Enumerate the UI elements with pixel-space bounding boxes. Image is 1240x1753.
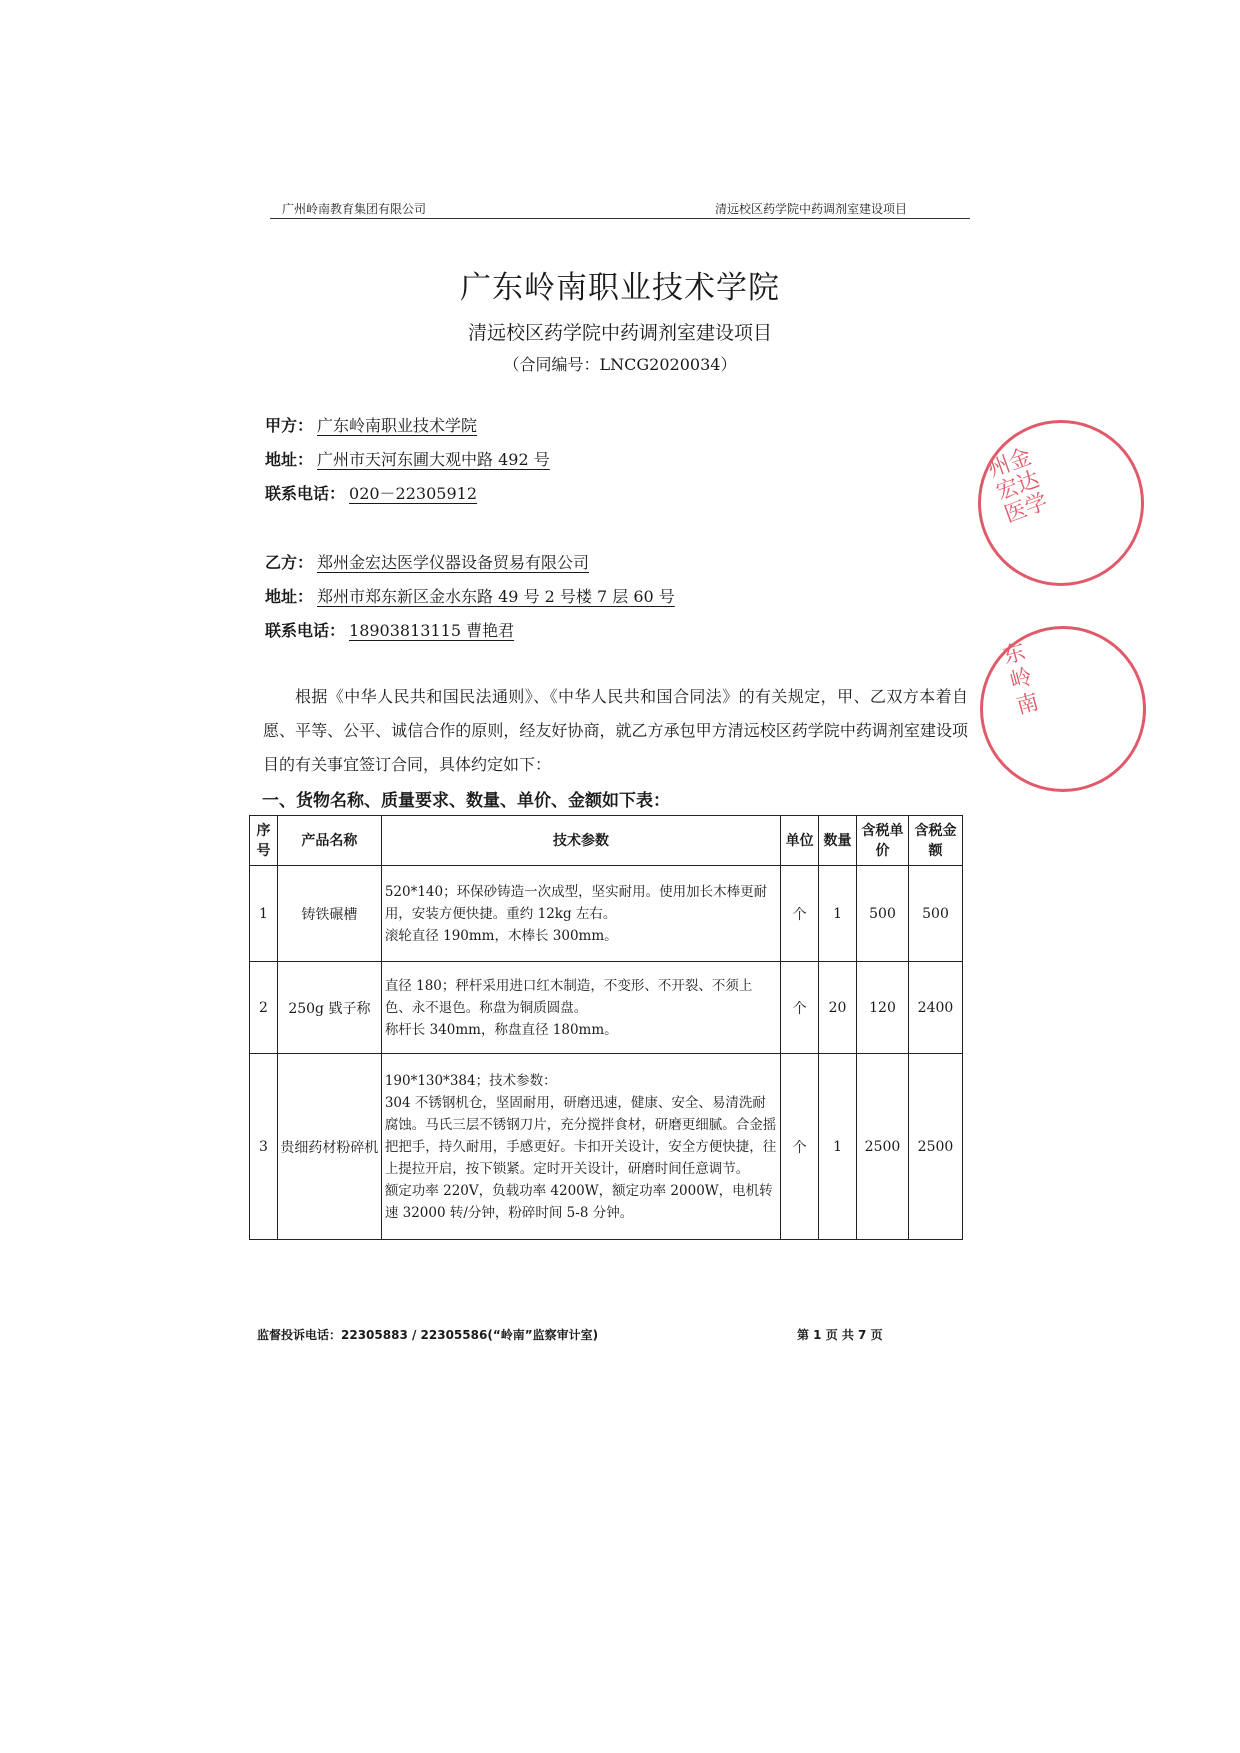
party-a-address: 广州市天河东圃大观中路 492 号 xyxy=(317,450,550,469)
document-title: 广东岭南职业技术学院 xyxy=(460,270,780,306)
goods-table xyxy=(249,815,963,1240)
party-b-name: 郑州金宏达医学仪器设备贸易有限公司 xyxy=(317,553,590,572)
party-a-phone: 020－22305912 xyxy=(349,484,477,503)
party-a-address-label: 地址： xyxy=(265,450,314,469)
intro-paragraph: 根据《中华人民共和国民法通则》、《中华人民共和国合同法》的有关规定，甲、乙双方本着自愿、平等、公平、诚信合作的原则，经友好协商，就乙方承包甲方清远校区药学院中药调剂室建设项目的有关事宜签订合同，具体约定如下： xyxy=(263,687,968,774)
spec-line: 直径 180；秤杆采用进口红木制造，不变形、不开裂、不须上色、永不退色。称盘为铜质圆盘。 xyxy=(384,977,753,1016)
party-a-name: 广东岭南职业技术学院 xyxy=(317,416,478,435)
row-unit: 个 xyxy=(781,1054,819,1240)
row-name: 铸铁碾槽 xyxy=(277,866,381,962)
party-a-phone-label: 联系电话： xyxy=(265,484,346,503)
header-spec: 技术参数 xyxy=(381,816,780,866)
row-name: 250g 戥子称 xyxy=(277,962,381,1054)
party-b-phone: 18903813115 曹艳君 xyxy=(349,621,515,640)
footer-complaint-phone: 监督投诉电话：22305883 / 22305586(“岭南”监察审计室) xyxy=(257,1328,599,1342)
contract-number: （合同编号：LNCG2020034） xyxy=(503,355,737,374)
row-amount: 2400 xyxy=(908,962,962,1054)
party-b-address: 郑州市郑东新区金水东路 49 号 2 号楼 7 层 60 号 xyxy=(317,587,675,606)
party-a-name-row xyxy=(265,413,489,436)
party-a-label: 甲方： xyxy=(265,416,314,435)
spec-line: 额定功率 220V，负载功率 4200W，额定功率 2000W，电机转速 32000 转/分钟，粉碎时间 5-8 分钟。 xyxy=(384,1182,773,1221)
spec-line: 520*140；环保砂铸造一次成型，坚实耐用。使用加长木棒更耐用，安装方便快捷。重约 12kg 左右。 xyxy=(384,883,768,922)
party-b-address-row xyxy=(265,584,687,607)
spec-line: 称杆长 340mm，称盘直径 180mm。 xyxy=(384,1021,618,1038)
table-row xyxy=(250,962,963,1054)
party-b-label: 乙方： xyxy=(265,553,314,572)
row-no: 1 xyxy=(250,866,278,962)
row-unit: 个 xyxy=(781,962,819,1054)
party-b-phone-label: 联系电话： xyxy=(265,621,346,640)
party-b-address-label: 地址： xyxy=(265,587,314,606)
row-price: 500 xyxy=(857,866,909,962)
document-subtitle: 清远校区药学院中药调剂室建设项目 xyxy=(467,322,772,344)
row-price: 120 xyxy=(857,962,909,1054)
row-spec xyxy=(381,1054,780,1240)
spec-line: 304 不锈钢机仓，坚固耐用，研磨迅速，健康、安全、易清洗耐腐蚀。马氏三层不锈钢刀片，充分搅拌食材，研磨更细腻。合金摇把把手，持久耐用，手感更好。卡扣开关设计，安全方便快捷，往上提拉开启，按下锁紧。定时开关设计，研磨时间任意调节。 xyxy=(384,1094,777,1177)
header-unit: 单位 xyxy=(781,816,819,866)
header-price: 含税单价 xyxy=(857,816,909,866)
table-header-row xyxy=(250,816,963,866)
header-amount: 含税金额 xyxy=(908,816,962,866)
party-a-address-row xyxy=(265,447,562,470)
spec-line: 滚轮直径 190mm，木棒长 300mm。 xyxy=(384,927,618,944)
section-1-title: 一、货物名称、质量要求、数量、单价、金额如下表： xyxy=(262,791,670,811)
row-price: 2500 xyxy=(857,1054,909,1240)
row-unit: 个 xyxy=(781,866,819,962)
row-qty: 1 xyxy=(819,866,857,962)
party-a-phone-row xyxy=(265,481,489,504)
footer-page-number: 第 1 页 共 7 页 xyxy=(797,1328,883,1342)
seal-lower-text: 东岭南 xyxy=(1000,639,1042,720)
header-divider xyxy=(270,218,970,219)
row-qty: 1 xyxy=(819,1054,857,1240)
header-qty: 数量 xyxy=(819,816,857,866)
header-left: 广州岭南教育集团有限公司 xyxy=(282,202,427,216)
row-spec xyxy=(381,866,780,962)
party-b-phone-row xyxy=(265,618,526,641)
row-no: 2 xyxy=(250,962,278,1054)
spec-line: 190*130*384；技术参数： xyxy=(384,1072,557,1089)
row-name: 贵细药材粉碎机 xyxy=(277,1054,381,1240)
header-name: 产品名称 xyxy=(277,816,381,866)
table-row xyxy=(250,1054,963,1240)
seal-upper-text: 州金宏达医学 xyxy=(984,444,1052,529)
table-row xyxy=(250,866,963,962)
header-no: 序号 xyxy=(250,816,278,866)
row-no: 3 xyxy=(250,1054,278,1240)
row-spec xyxy=(381,962,780,1054)
header-right: 清远校区药学院中药调剂室建设项目 xyxy=(715,202,908,216)
row-amount: 500 xyxy=(908,866,962,962)
row-qty: 20 xyxy=(819,962,857,1054)
party-b-name-row xyxy=(265,550,601,573)
row-amount: 2500 xyxy=(908,1054,962,1240)
